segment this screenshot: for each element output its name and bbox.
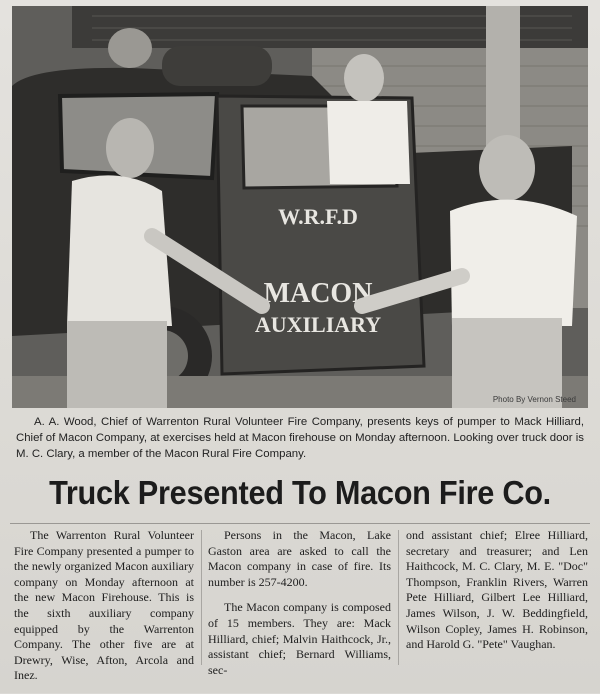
article-column-3 xyxy=(406,528,588,663)
article-paragraph: The Macon company is composed of 15 members. They are: Mack Hilliard, chief; Malvin Haithcock, Jr., assistant chief; Bernard Williams, sec- xyxy=(208,600,391,677)
article-column-2 xyxy=(208,528,391,688)
photo-credit: Photo By Vernon Steed xyxy=(492,395,576,404)
headline: Truck Presented To Macon Fire Co. xyxy=(49,474,551,511)
door-text-auxiliary: AUXILIARY xyxy=(254,312,382,337)
article-column-1 xyxy=(14,528,194,694)
article-paragraph: ond assistant chief; Elree Hilliard, secretary and treasurer; and Len Haithcock, M. C. Clary, M. E. "Doc" Thompson, Franklin Rivers, Warren Pete Hilliard, Gilbert Lee Hilliard, James Wilson, J. W. Beddingfield, Wilson Copley, James H. Robinson, and Harold G. "Pete" Vaughan. xyxy=(406,528,588,652)
article-paragraph: Persons in the Macon, Lake Gaston area are asked to call the Macon company in case of fire. Its number is 257-4200. xyxy=(208,528,391,589)
fire-truck-photo xyxy=(12,6,588,408)
column-divider xyxy=(398,530,399,665)
door-text-macon: MACON xyxy=(263,278,373,309)
column-divider xyxy=(201,530,202,665)
headline-rule xyxy=(10,523,590,524)
news-photo xyxy=(12,6,588,408)
article-paragraph: The Warrenton Rural Volunteer Fire Company presented a pumper to the newly organized Macon auxiliary company on Monday afternoon at the new Macon Firehouse. This is the sixth auxiliary company equipped by the Warrenton Company. The other five are at Drewry, Wise, Afton, Arcola and Inez. xyxy=(14,528,194,683)
door-text-wrfd: W.R.F.D xyxy=(278,204,358,229)
photo-caption: A. A. Wood, Chief of Warrenton Rural Volunteer Fire Company, presents keys of pumper to Mack Hilliard, Chief of Macon Company, at exercises held at Macon firehouse on Monday afternoon. Looking over truck door is M. C. Clary, a member of the Macon Rural Fire Company. xyxy=(16,416,584,460)
